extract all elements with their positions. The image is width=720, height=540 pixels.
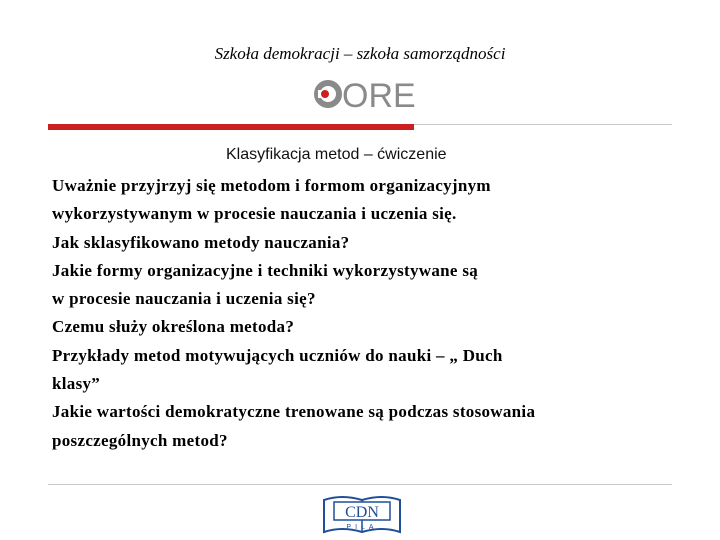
ore-logo [312,76,416,115]
body-line: klasy” [52,374,101,394]
cdn-logo-subtext: PIŁA [346,524,378,531]
header-divider [414,124,672,125]
footer-divider [48,484,672,485]
slide-heading: Klasyfikacja metod – ćwiczenie [226,146,447,163]
body-line: wykorzystywanym w procesie nauczania i uczenia się. [52,204,457,224]
body-line: Jakie formy organizacyjne i techniki wykorzystywane są [52,260,479,280]
cdn-logo [320,490,404,536]
body-line: Czemu służy określona metoda? [52,317,295,337]
body-line: poszczególnych metod? [52,430,228,450]
ore-logo-text: ORE [342,77,416,115]
header-accent-bar [48,124,414,130]
body-line: Jakie wartości demokratyczne trenowane są podczas stosowania [52,402,536,422]
presentation-title-text: Szkoła demokracji – szkoła samorządności [214,44,506,63]
slide-body [52,172,672,455]
cdn-logo-text: CDN [345,504,379,521]
presentation-title [0,44,720,64]
ore-logo-dot-icon [321,90,329,98]
body-line: w procesie nauczania i uczenia się? [52,289,316,309]
body-line: Jak sklasyfikowano metody nauczania? [52,232,350,252]
body-line: Przykłady metod motywujących uczniów do nauki – „ Duch [52,345,503,365]
body-line: Uważnie przyjrzyj się metodom i formom organizacyjnym [52,176,491,195]
